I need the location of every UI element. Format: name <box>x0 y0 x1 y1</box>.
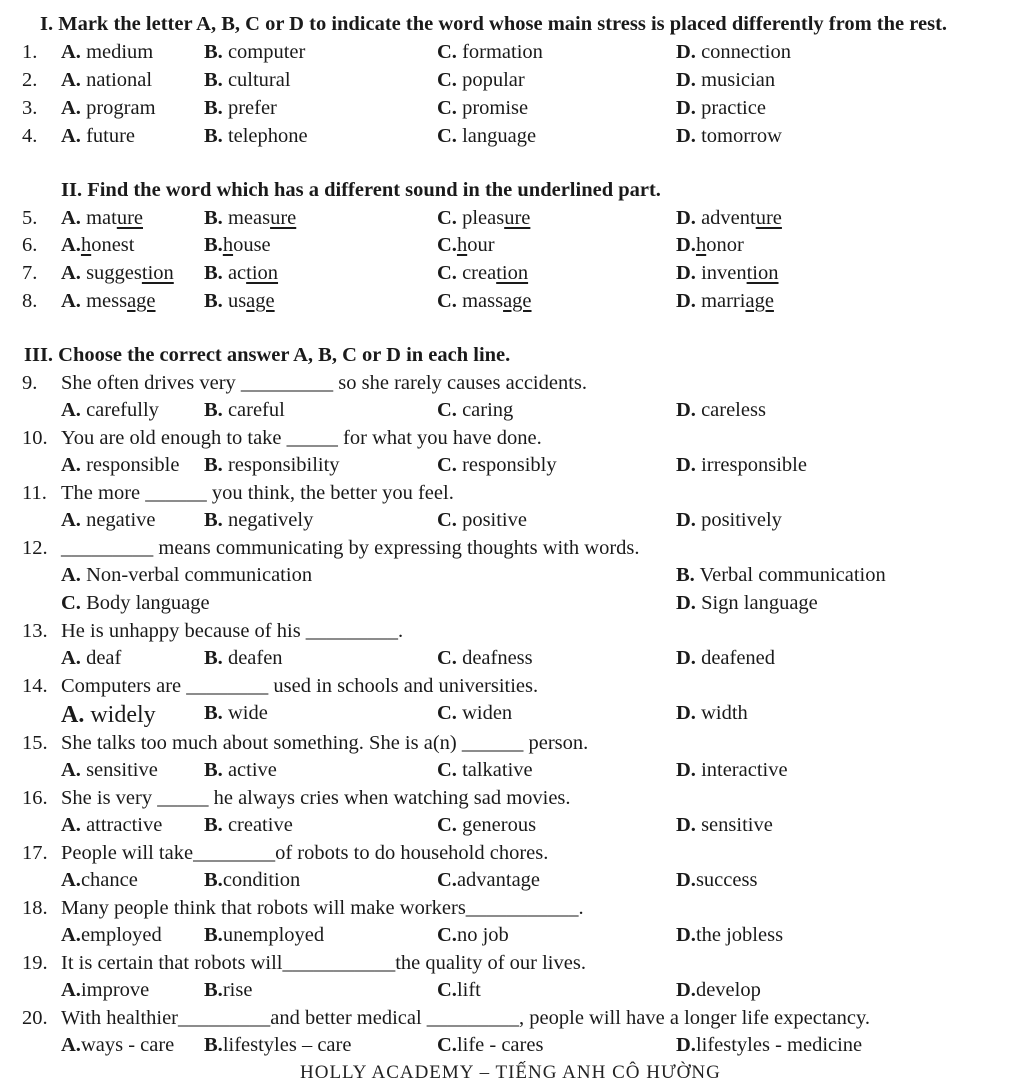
option-d <box>676 207 782 230</box>
word-part: mat <box>86 207 117 229</box>
option-letter: D. <box>676 509 696 531</box>
option-text: musician <box>701 69 776 91</box>
option-letter: C. <box>437 207 457 229</box>
underlined-part: h <box>456 234 468 256</box>
option-a <box>61 924 162 947</box>
option-letter: A. <box>61 759 81 781</box>
underlined-part: ure <box>116 207 143 229</box>
option-letter: A. <box>61 702 85 728</box>
word-part: crea <box>462 262 497 284</box>
option-a <box>61 290 156 313</box>
option-letter: B. <box>204 97 223 119</box>
option-text: positive <box>462 509 527 531</box>
option-c <box>437 759 533 782</box>
section-3-title: III. Choose the correct answer A, B, C or D in each line. <box>24 344 511 366</box>
option-text: carefully <box>86 399 159 421</box>
option-d <box>676 262 779 285</box>
option-letter: C. <box>437 814 457 836</box>
option-letter: A. <box>61 454 81 476</box>
option-text: cultural <box>227 69 291 91</box>
option-b <box>204 290 275 313</box>
option-text: language <box>462 125 537 147</box>
section-1-title: I. Mark the letter A, B, C or D to indicate the word whose main stress is placed differently from the rest. <box>40 13 948 35</box>
underlined-part: h <box>695 234 707 256</box>
option-a <box>61 207 143 230</box>
option-b <box>204 41 305 64</box>
option-letter: A. <box>61 41 81 63</box>
option-text: connection <box>701 41 792 63</box>
option-d <box>676 702 748 725</box>
question-text: You are old enough to take _____ for what you have done. <box>61 427 542 449</box>
question-text: It is certain that robots will___________the quality of our lives. <box>61 952 586 974</box>
option-text: wide <box>227 702 268 724</box>
underlined-part: ure <box>755 207 782 229</box>
option-letter: A. <box>61 207 81 229</box>
underlined-part: tion <box>496 262 529 284</box>
question-number: 12. <box>22 537 48 559</box>
option-text: life - cares <box>456 1034 544 1056</box>
option-d <box>676 759 788 782</box>
option-b <box>204 234 271 257</box>
option-letter: A. <box>61 509 81 531</box>
option-letter: B. <box>204 262 223 284</box>
option-letter: D. <box>676 262 696 284</box>
question-number: 18. <box>22 897 48 919</box>
option-text: responsible <box>86 454 180 476</box>
word-part: meas <box>227 207 271 229</box>
question-number: 7. <box>22 262 38 284</box>
option-d <box>676 814 773 837</box>
option-letter: B. <box>204 509 223 531</box>
option-letter: D. <box>676 207 696 229</box>
underlined-part: age <box>745 290 774 312</box>
underlined-part: age <box>246 290 275 312</box>
option-d <box>676 924 783 947</box>
option-c <box>437 234 495 257</box>
option-b <box>204 759 277 782</box>
option-a <box>61 125 135 148</box>
option-text: the jobless <box>695 924 784 946</box>
option-a <box>61 979 149 1002</box>
option-text: careful <box>227 399 285 421</box>
option-c <box>437 979 481 1002</box>
option-a <box>61 647 121 670</box>
option-b <box>204 509 313 532</box>
option-letter: C. <box>437 290 457 312</box>
option-d <box>676 69 775 92</box>
underlined-part: h <box>80 234 92 256</box>
option-a <box>61 869 138 892</box>
question-text: The more ______ you think, the better you feel. <box>61 482 454 504</box>
question-text: She often drives very _________ so she rarely causes accidents. <box>61 372 588 394</box>
option-letter: D. <box>676 290 696 312</box>
option-text: advantage <box>456 869 541 891</box>
option-letter: C. <box>437 869 457 891</box>
option-letter: C. <box>437 69 457 91</box>
option-c <box>437 97 528 120</box>
question-number: 20. <box>22 1007 48 1029</box>
option-text: chance <box>80 869 138 891</box>
option-text: deafness <box>462 647 533 669</box>
option-text: formation <box>462 41 543 63</box>
option-d <box>676 234 744 257</box>
option-text: widen <box>462 702 513 724</box>
question-number: 11. <box>22 482 47 504</box>
option-letter: B. <box>204 454 223 476</box>
question-number: 1. <box>22 41 38 63</box>
question-number: 17. <box>22 842 48 864</box>
option-text: talkative <box>462 759 533 781</box>
option-letter: B. <box>204 869 223 891</box>
option-text: attractive <box>86 814 163 836</box>
option-text: Body language <box>86 592 210 614</box>
option-text: caring <box>462 399 514 421</box>
option-letter: C. <box>437 924 457 946</box>
option-b <box>204 702 268 725</box>
option-letter: B. <box>204 647 223 669</box>
option-text: responsibility <box>227 454 340 476</box>
option-letter: D. <box>676 592 696 614</box>
underlined-part: age <box>503 290 532 312</box>
word-part: advent <box>701 207 756 229</box>
option-letter: D. <box>676 924 696 946</box>
option-letter: D. <box>676 125 696 147</box>
option-letter: B. <box>204 290 223 312</box>
option-letter: C. <box>437 399 457 421</box>
option-letter: B. <box>204 69 223 91</box>
option-letter: A. <box>61 814 81 836</box>
option-text: Non-verbal communication <box>86 564 313 586</box>
option-d <box>676 399 766 422</box>
option-letter: D. <box>676 979 696 1001</box>
question-number: 3. <box>22 97 38 119</box>
option-text: Verbal communication <box>699 564 886 586</box>
question-number: 13. <box>22 620 48 642</box>
option-d <box>676 454 807 477</box>
option-letter: D. <box>676 814 696 836</box>
option-letter: B. <box>676 564 695 586</box>
option-b <box>204 814 293 837</box>
option-letter: C. <box>437 454 457 476</box>
word-part: onest <box>91 234 135 256</box>
option-letter: C. <box>61 592 81 614</box>
option-text: success <box>695 869 758 891</box>
option-letter: D. <box>676 399 696 421</box>
option-letter: B. <box>204 759 223 781</box>
option-letter: C. <box>437 262 457 284</box>
word-part: mess <box>86 290 128 312</box>
option-text: telephone <box>227 125 308 147</box>
question-number: 16. <box>22 787 48 809</box>
question-text: She is very _____ he always cries when watching sad movies. <box>61 787 571 809</box>
option-text: no job <box>456 924 509 946</box>
option-text: unemployed <box>222 924 325 946</box>
option-c <box>437 1034 543 1057</box>
option-c <box>437 290 532 313</box>
option-letter: D. <box>676 647 696 669</box>
option-letter: A. <box>61 125 81 147</box>
option-a <box>61 759 158 782</box>
question-text: He is unhappy because of his _________. <box>61 620 404 642</box>
option-b <box>676 564 886 587</box>
option-letter: A. <box>61 399 81 421</box>
option-a <box>61 234 134 257</box>
option-text: deafened <box>701 647 776 669</box>
underlined-part: ure <box>504 207 531 229</box>
option-a <box>61 564 312 587</box>
option-text: popular <box>462 69 525 91</box>
option-text: lift <box>456 979 481 1001</box>
option-letter: C. <box>437 125 457 147</box>
word-part: mass <box>462 290 504 312</box>
option-b <box>204 125 308 148</box>
option-a <box>61 399 159 422</box>
option-letter: B. <box>204 924 223 946</box>
option-text: program <box>86 97 156 119</box>
option-letter: A. <box>61 647 81 669</box>
option-c <box>437 399 513 422</box>
option-letter: D. <box>676 234 696 256</box>
underlined-part: h <box>222 234 234 256</box>
question-number: 2. <box>22 69 38 91</box>
option-text: generous <box>462 814 537 836</box>
option-c <box>437 814 536 837</box>
option-letter: D. <box>676 1034 696 1056</box>
question-number: 5. <box>22 207 38 229</box>
option-letter: B. <box>204 234 223 256</box>
option-a <box>61 97 156 120</box>
option-text: sensitive <box>86 759 158 781</box>
footer-text: HOLLY ACADEMY – TIẾNG ANH CÔ HƯỜNG <box>300 1062 721 1083</box>
question-text: Computers are ________ used in schools and universities. <box>61 675 539 697</box>
question-number: 6. <box>22 234 38 256</box>
option-letter: A. <box>61 924 81 946</box>
underlined-part: tion <box>141 262 174 284</box>
question-number: 4. <box>22 125 38 147</box>
underlined-part: tion <box>746 262 779 284</box>
option-letter: D. <box>676 869 696 891</box>
option-text: positively <box>701 509 782 531</box>
option-text: lifestyles – care <box>222 1034 352 1056</box>
option-a <box>61 262 174 285</box>
word-part: onor <box>706 234 744 256</box>
option-text: practice <box>701 97 766 119</box>
option-d <box>676 125 782 148</box>
option-letter: C. <box>437 234 457 256</box>
option-text: careless <box>701 399 766 421</box>
option-a <box>61 509 156 532</box>
option-d <box>676 869 757 892</box>
option-text: future <box>86 125 136 147</box>
option-d <box>676 592 818 615</box>
option-letter: D. <box>676 702 696 724</box>
option-a <box>61 1034 174 1057</box>
question-text: She talks too much about something. She is a(n) ______ person. <box>61 732 589 754</box>
question-text: Many people think that robots will make workers___________. <box>61 897 584 919</box>
option-text: computer <box>227 41 306 63</box>
option-text: develop <box>695 979 761 1001</box>
underlined-part: ure <box>270 207 297 229</box>
option-text: employed <box>80 924 162 946</box>
option-letter: A. <box>61 979 81 1001</box>
option-letter: A. <box>61 869 81 891</box>
option-c <box>437 647 533 670</box>
word-part: inven <box>701 262 747 284</box>
option-letter: C. <box>437 97 457 119</box>
word-part: our <box>467 234 495 256</box>
option-text: interactive <box>701 759 788 781</box>
option-letter: C. <box>437 979 457 1001</box>
option-text: negative <box>86 509 156 531</box>
option-letter: D. <box>676 454 696 476</box>
option-a <box>61 69 152 92</box>
option-c <box>437 125 536 148</box>
option-text: rise <box>222 979 253 1001</box>
option-d <box>676 41 791 64</box>
option-a <box>61 702 156 729</box>
option-letter: D. <box>676 97 696 119</box>
word-part: pleas <box>462 207 505 229</box>
option-text: national <box>86 69 153 91</box>
option-b <box>204 869 300 892</box>
option-b <box>204 1034 351 1057</box>
option-letter: B. <box>204 207 223 229</box>
option-letter: A. <box>61 290 81 312</box>
section-2-title: II. Find the word which has a different sound in the underlined part. <box>61 179 661 201</box>
word-part: marri <box>701 290 746 312</box>
option-c <box>437 207 530 230</box>
option-letter: B. <box>204 1034 223 1056</box>
option-letter: B. <box>204 979 223 1001</box>
option-b <box>204 69 291 92</box>
option-c <box>437 924 509 947</box>
option-text: deaf <box>86 647 122 669</box>
option-letter: D. <box>676 759 696 781</box>
option-text: promise <box>462 97 529 119</box>
question-number: 9. <box>22 372 38 394</box>
option-letter: D. <box>676 41 696 63</box>
option-letter: B. <box>204 814 223 836</box>
option-letter: B. <box>204 399 223 421</box>
question-number: 8. <box>22 290 38 312</box>
word-part: sugges <box>86 262 142 284</box>
option-text: responsibly <box>462 454 557 476</box>
option-a <box>61 41 153 64</box>
question-text: With healthier_________and better medical _________, people will have a longer life expectancy. <box>61 1007 871 1029</box>
option-text: ways - care <box>80 1034 175 1056</box>
option-b <box>204 262 278 285</box>
option-text: creative <box>227 814 293 836</box>
option-c <box>437 41 543 64</box>
option-text: irresponsible <box>701 454 807 476</box>
option-b <box>204 97 277 120</box>
option-text: tomorrow <box>701 125 782 147</box>
option-letter: C. <box>437 702 457 724</box>
option-letter: C. <box>437 41 457 63</box>
question-text: People will take________of robots to do household chores. <box>61 842 549 864</box>
option-letter: C. <box>437 509 457 531</box>
option-letter: A. <box>61 564 81 586</box>
option-text: deafen <box>227 647 283 669</box>
option-c <box>437 702 512 725</box>
option-letter: A. <box>61 1034 81 1056</box>
option-d <box>676 1034 862 1057</box>
option-letter: A. <box>61 262 81 284</box>
option-text: Sign language <box>701 592 818 614</box>
option-b <box>204 399 285 422</box>
option-text: medium <box>86 41 154 63</box>
option-text: condition <box>222 869 301 891</box>
question-number: 15. <box>22 732 48 754</box>
option-text: lifestyles - medicine <box>695 1034 863 1056</box>
option-letter: B. <box>204 41 223 63</box>
option-text: prefer <box>227 97 277 119</box>
question-number: 14. <box>22 675 48 697</box>
option-c <box>437 509 527 532</box>
option-text: negatively <box>227 509 314 531</box>
option-c <box>437 262 528 285</box>
option-d <box>676 290 774 313</box>
question-text: _________ means communicating by expressing thoughts with words. <box>61 537 640 559</box>
option-b <box>204 979 252 1002</box>
option-c <box>437 69 525 92</box>
underlined-part: age <box>127 290 156 312</box>
option-text: active <box>227 759 277 781</box>
option-letter: B. <box>204 702 223 724</box>
option-letter: C. <box>437 1034 457 1056</box>
option-b <box>204 454 340 477</box>
option-letter: B. <box>204 125 223 147</box>
option-b <box>204 647 283 670</box>
question-number: 19. <box>22 952 48 974</box>
option-a <box>61 454 179 477</box>
option-d <box>676 979 761 1002</box>
option-letter: C. <box>437 647 457 669</box>
question-number: 10. <box>22 427 48 449</box>
option-d <box>676 647 775 670</box>
option-text: width <box>701 702 748 724</box>
option-c <box>61 592 210 615</box>
option-letter: A. <box>61 69 81 91</box>
option-text: improve <box>80 979 150 1001</box>
option-letter: D. <box>676 69 696 91</box>
option-b <box>204 924 324 947</box>
underlined-part: tion <box>246 262 279 284</box>
word-part: ouse <box>233 234 271 256</box>
option-b <box>204 207 296 230</box>
option-letter: A. <box>61 234 81 256</box>
option-c <box>437 454 557 477</box>
option-letter: C. <box>437 759 457 781</box>
word-part: us <box>227 290 247 312</box>
option-a <box>61 814 162 837</box>
option-letter: A. <box>61 97 81 119</box>
word-part: ac <box>227 262 247 284</box>
option-text: sensitive <box>701 814 773 836</box>
option-d <box>676 97 766 120</box>
option-text: widely <box>90 702 156 728</box>
option-c <box>437 869 540 892</box>
option-d <box>676 509 782 532</box>
